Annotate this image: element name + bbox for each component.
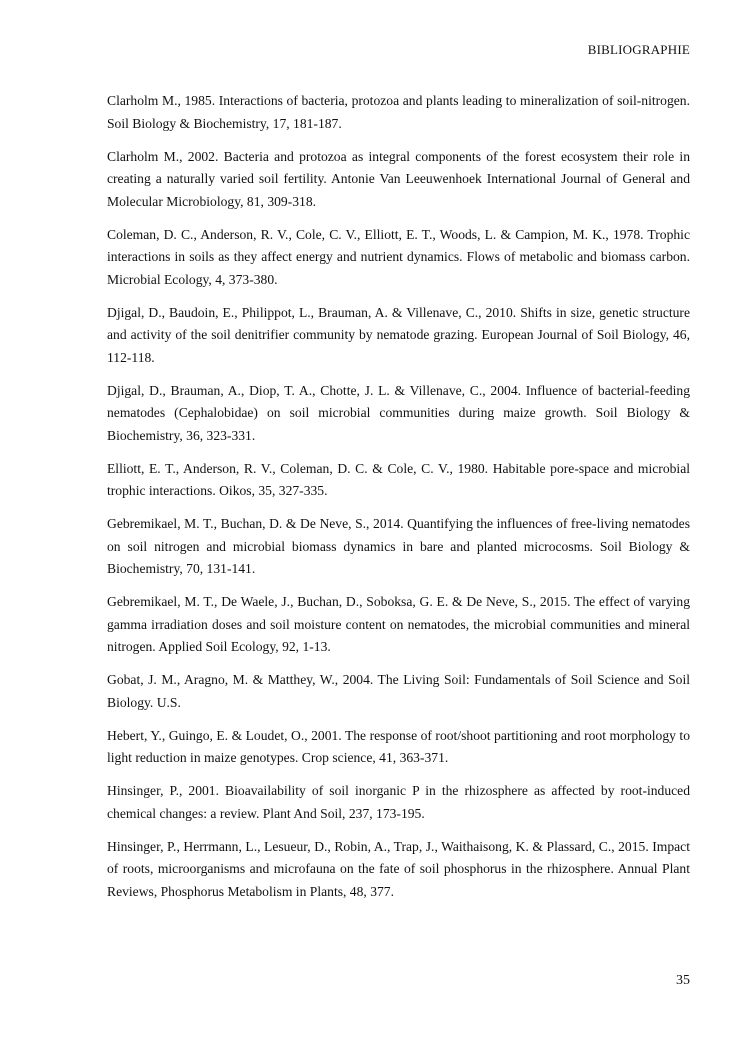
reference-entry: Clarholm M., 2002. Bacteria and protozoa as integral components of the forest ecosystem their role in creating a naturally varied soil fertility. Antonie Van Leeuwenhoek International Journal of General and Molecular Microbiology, 81, 309-318. (107, 148, 690, 209)
reference-entry: Gebremikael, M. T., De Waele, J., Buchan, D., Soboksa, G. E. & De Neve, S., 2015. The effect of varying gamma irradiation doses and soil moisture content on nematodes, the microbial communities and mineral nitrogen. Applied Soil Ecology, 92, 1-13. (107, 594, 690, 654)
reference-entry: Hinsinger, P., 2001. Bioavailability of soil inorganic P in the rhizosphere as affected by root-induced chemical changes: a review. Plant And Soil, 237, 173-195. (107, 783, 690, 821)
reference-entry: Gebremikael, M. T., Buchan, D. & De Neve, S., 2014. Quantifying the influences of free-living nematodes on soil nitrogen and microbial biomass dynamics in bare and planted microcosms. Soil Biology & Biochemistry, 70, 131-141. (107, 516, 690, 576)
page-number: 35 (676, 973, 690, 988)
reference-entry: Hebert, Y., Guingo, E. & Loudet, O., 2001. The response of root/shoot partitioning and root morphology to light reduction in maize genotypes. Crop science, 41, 363-371. (107, 727, 690, 765)
reference-entry: Djigal, D., Brauman, A., Diop, T. A., Chotte, J. L. & Villenave, C., 2004. Influence of bacterial-feeding nematodes (Cephalobidae) on soil microbial communities during maize growth. Soil Biology & Biochemistry, 36, 323-331. (107, 382, 690, 443)
reference-entry: Djigal, D., Baudoin, E., Philippot, L., Brauman, A. & Villenave, C., 2010. Shifts in size, genetic structure and activity of the soil denitrifier community by nematode grazing. European Journal of Soil Biology, 46, 112-118. (107, 304, 690, 365)
reference-entry: Elliott, E. T., Anderson, R. V., Coleman, D. C. & Cole, C. V., 1980. Habitable pore-space and microbial trophic interactions. Oikos, 35, 327-335. (107, 460, 690, 498)
reference-entry: Coleman, D. C., Anderson, R. V., Cole, C. V., Elliott, E. T., Woods, L. & Campion, M. K., 1978. Trophic interactions in soils as they affect energy and nutrient dynamics. Flows of metabolic and biomass carbon. Microbial Ecology, 4, 373-380. (107, 226, 690, 287)
reference-entry: Gobat, J. M., Aragno, M. & Matthey, W., 2004. The Living Soil: Fundamentals of Soil Science and Soil Biology. U.S. (107, 672, 690, 710)
reference-entry: Hinsinger, P., Herrmann, L., Lesueur, D., Robin, A., Trap, J., Waithaisong, K. & Plassard, C., 2015. Impact of roots, microorganisms and microfauna on the fate of soil phosphorus in the rhizosphere. Annual Plant Reviews, Phosphorus Metabolism in Plants, 48, 377. (107, 838, 690, 899)
reference-list (107, 90, 690, 914)
reference-entry: Clarholm M., 1985. Interactions of bacteria, protozoa and plants leading to mineralization of soil-nitrogen. Soil Biology & Biochemistry, 17, 181-187. (107, 93, 690, 131)
running-header: BIBLIOGRAPHIE (587, 42, 690, 57)
